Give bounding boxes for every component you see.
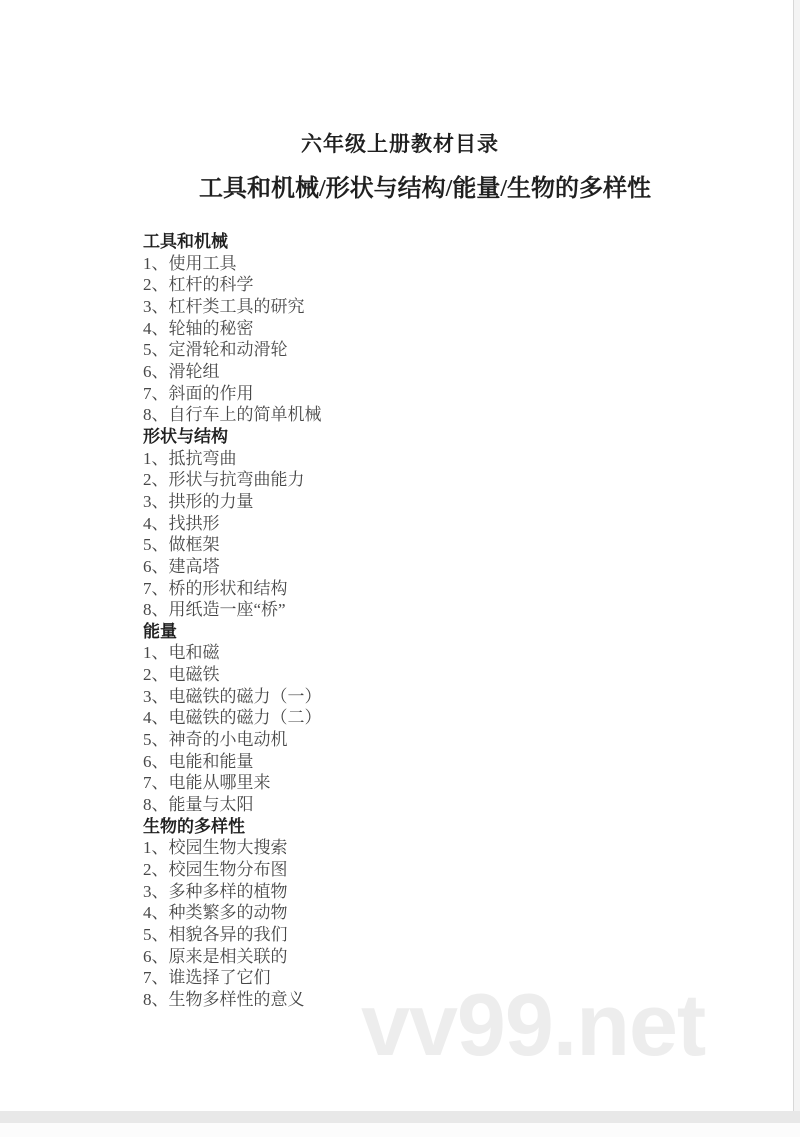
toc-item: 6、原来是相关联的 <box>143 946 288 966</box>
toc-item: 7、谁选择了它们 <box>143 968 271 988</box>
section-title-3: 生物的多样性 <box>143 816 245 836</box>
page-bottom-margin <box>0 1123 800 1137</box>
section-title-2: 能量 <box>143 621 177 641</box>
toc-item: 5、相貌各异的我们 <box>143 925 288 944</box>
toc-item: 7、桥的形状和结构 <box>143 578 288 598</box>
toc-item: 4、找拱形 <box>143 513 220 533</box>
toc-item: 8、生物多样性的意义 <box>143 989 305 1009</box>
toc-item: 5、做框架 <box>143 535 220 555</box>
toc-item: 2、电磁铁 <box>143 665 220 685</box>
toc-item: 8、用纸造一座“桥” <box>143 600 286 620</box>
toc-item: 7、电能从哪里来 <box>143 773 271 793</box>
page-right-edge <box>793 0 800 1137</box>
toc-item: 8、自行车上的简单机械 <box>143 405 322 425</box>
toc-item: 5、神奇的小电动机 <box>143 730 288 750</box>
toc-item: 7、斜面的作用 <box>143 383 254 403</box>
page-bottom-edge <box>0 1111 800 1123</box>
watermark: vv99.net <box>361 975 706 1074</box>
page-title: 六年级上册教材目录 <box>301 132 499 156</box>
toc-item: 3、杠杆类工具的研究 <box>143 296 305 316</box>
toc-item: 4、轮轴的秘密 <box>143 318 254 338</box>
toc-item: 1、校园生物大搜索 <box>143 838 288 858</box>
toc-item: 4、电磁铁的磁力（二） <box>143 708 322 728</box>
toc-item: 2、杠杆的科学 <box>143 275 254 295</box>
toc-item: 8、能量与太阳 <box>143 795 254 815</box>
toc-item: 3、电磁铁的磁力（一） <box>143 686 322 706</box>
toc-item: 6、建高塔 <box>143 556 220 576</box>
section-title-1: 形状与结构 <box>143 426 228 446</box>
toc-item: 1、电和磁 <box>143 643 220 663</box>
toc-item: 6、电能和能量 <box>143 751 254 771</box>
toc-item: 5、定滑轮和动滑轮 <box>143 340 288 360</box>
toc-item: 3、多种多样的植物 <box>143 881 288 901</box>
section-title-0: 工具和机械 <box>143 232 228 251</box>
toc-item: 3、拱形的力量 <box>143 491 254 511</box>
toc <box>143 231 703 1011</box>
toc-item: 1、使用工具 <box>143 253 237 273</box>
toc-item: 2、校园生物分布图 <box>143 860 288 880</box>
toc-item: 2、形状与抗弯曲能力 <box>143 470 305 490</box>
page-subtitle: 工具和机械/形状与结构/能量/生物的多样性 <box>198 176 651 202</box>
toc-item: 1、抵抗弯曲 <box>143 448 237 468</box>
toc-item: 6、滑轮组 <box>143 361 220 381</box>
toc-item: 4、种类繁多的动物 <box>143 903 288 923</box>
